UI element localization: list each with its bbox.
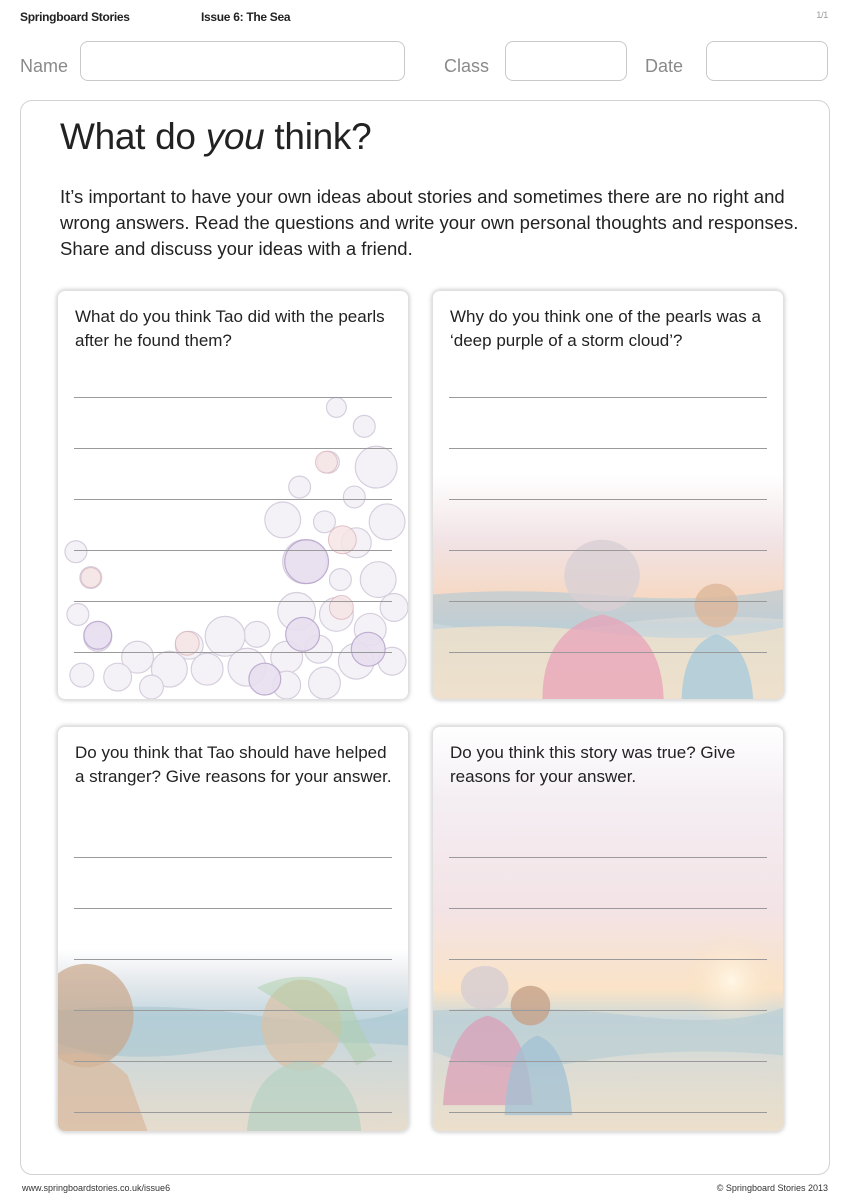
answer-line[interactable] bbox=[449, 601, 767, 602]
question-text: Why do you think one of the pearls was a ‘deep purple of a storm cloud’? bbox=[450, 307, 761, 350]
page-header bbox=[20, 10, 830, 28]
answer-line[interactable] bbox=[449, 908, 767, 909]
question-card-4 bbox=[432, 726, 784, 1132]
answer-line[interactable] bbox=[449, 1010, 767, 1011]
page-number: 1/1 bbox=[816, 10, 828, 20]
class-field[interactable] bbox=[505, 41, 627, 81]
question-card-3 bbox=[57, 726, 409, 1132]
class-label: Class bbox=[444, 56, 490, 76]
answer-line[interactable] bbox=[74, 397, 392, 398]
answer-line[interactable] bbox=[74, 857, 392, 858]
date-label: Date bbox=[645, 56, 684, 76]
name-field[interactable] bbox=[80, 41, 405, 81]
question-text: What do you think Tao did with the pearls after he found them? bbox=[75, 307, 385, 350]
brand-name: Springboard Stories bbox=[20, 10, 130, 24]
page-title: What do you think? bbox=[60, 116, 372, 157]
question-card-1 bbox=[57, 290, 409, 700]
question-text: Do you think this story was true? Give reasons for your answer. bbox=[450, 743, 736, 786]
footer-url[interactable]: www.springboardstories.co.uk/issue6 bbox=[22, 1183, 171, 1193]
answer-line[interactable] bbox=[449, 1112, 767, 1113]
footer-copyright: © Springboard Stories 2013 bbox=[716, 1183, 828, 1193]
answer-line[interactable] bbox=[74, 959, 392, 960]
answer-line[interactable] bbox=[74, 601, 392, 602]
question-text: Do you think that Tao should have helped a stranger? Give reasons for your answer. bbox=[75, 743, 392, 786]
answer-line[interactable] bbox=[74, 1112, 392, 1113]
date-field[interactable] bbox=[706, 41, 828, 81]
answer-line[interactable] bbox=[74, 1010, 392, 1011]
answer-line[interactable] bbox=[449, 959, 767, 960]
answer-line[interactable] bbox=[449, 499, 767, 500]
answer-line[interactable] bbox=[74, 652, 392, 653]
question-card-2 bbox=[432, 290, 784, 700]
answer-line[interactable] bbox=[449, 857, 767, 858]
answer-line[interactable] bbox=[74, 499, 392, 500]
answer-line[interactable] bbox=[449, 1061, 767, 1062]
issue-title: Issue 6: The Sea bbox=[201, 10, 291, 24]
answer-line[interactable] bbox=[449, 397, 767, 398]
answer-line[interactable] bbox=[74, 908, 392, 909]
intro-text: It’s important to have your own ideas about stories and sometimes there are no right and wrong answers. Read the questions and write your own personal thoughts and responses. Share and discuss your ideas with a friend. bbox=[60, 186, 799, 259]
answer-line[interactable] bbox=[74, 448, 392, 449]
answer-line[interactable] bbox=[449, 448, 767, 449]
answer-line[interactable] bbox=[74, 550, 392, 551]
answer-line[interactable] bbox=[449, 652, 767, 653]
answer-line[interactable] bbox=[449, 550, 767, 551]
name-label: Name bbox=[20, 56, 69, 76]
answer-line[interactable] bbox=[74, 1061, 392, 1062]
